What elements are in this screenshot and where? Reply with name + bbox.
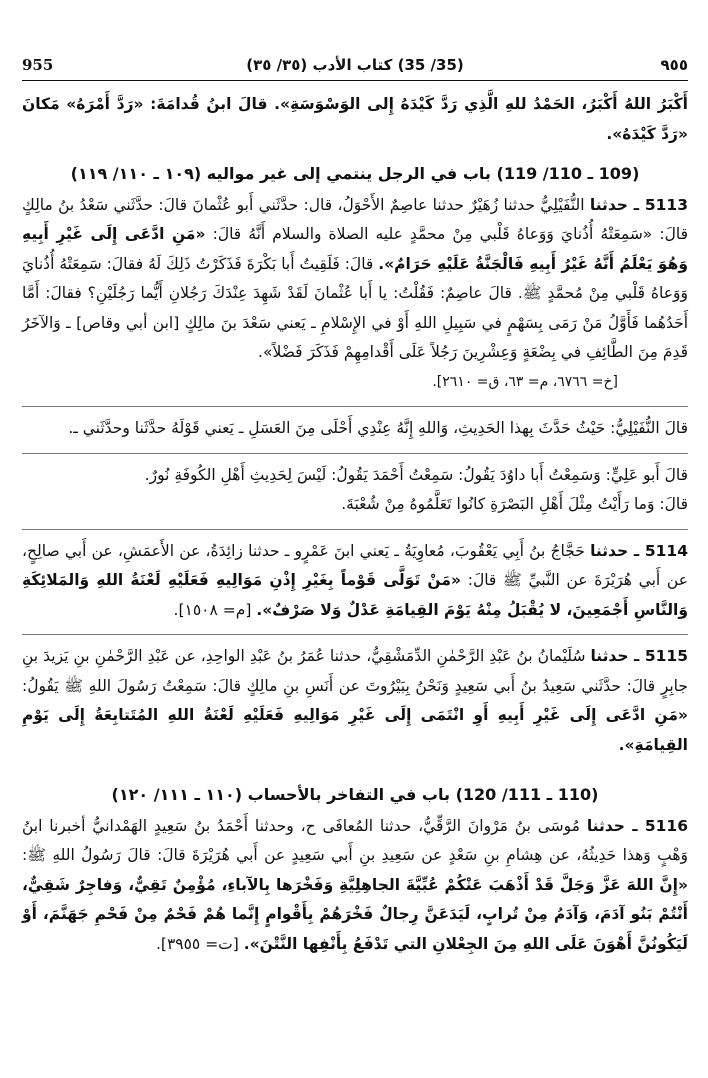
divider xyxy=(22,453,688,454)
hadith-number-lead: 5114 ـ حدثنا xyxy=(590,541,688,560)
isnad-text: النُّفَيْلِيُّ حدثنا زُهَيْرٌ حدثنا عاصِمٌ الأَحْوَلُ، قال: حدَّثَني أَبو عُثْمانَ قالَ: حدَّثَني سَعْدُ بنُ مالِكٍ قالَ: «سَمِعَتْهُ أُذُنايَ وَوَعاهُ قَلْبي مِنْ محمَّدٍ عليه الصلاة والسلام أَنَّهُ قالَ: xyxy=(22,195,688,243)
hadith-reference: [م= ١٥٠٨]. xyxy=(173,600,252,619)
hadith-5113 xyxy=(22,191,688,368)
note-nufayli: قالَ النُّفَيْلِيُّ: حَيْثُ حَدَّثَ بِهذا الحَدِيثِ، وَاللهِ إِنَّهُ عِنْدِي أَحْلَى مِنَ العَسَلِ ـ يَعني قَوْلَهُ حدَّثَنا وحدَّثَني ـ. xyxy=(68,419,688,437)
divider xyxy=(22,529,688,530)
isnad-text: سُلَيْمانُ بنُ عَبْدِ الرَّحْمٰنِ الدِّمَشْقِيُّ، حدثنا عُمَرُ بنُ عَبْدِ الواحِدِ، عن عَبْدِ الرَّحْمٰنِ بنِ يَزيدَ بنِ جابِرٍ قالَ: حدَّثَني سَعِيدُ بنُ أَبي سَعِيدٍ وَنَحْنُ بِبَيْرُوتَ عن أَنَسِ بنِ مالِكٍ قالَ: سَمِعْتُ رَسُولَ اللهِ ﷺ يَقُولُ: xyxy=(22,647,688,695)
hadith-number-lead: 5116 ـ حدثنا xyxy=(586,816,688,835)
hadith-matn: «مَنِ ادَّعَى إِلَى غَيْرِ أَبِيهِ وَهُوَ يَعْلَمُ أَنَّهُ غَيْرُ أَبِيهِ فَالْجَنَّةُ عَلَيْهِ حَرَامٌ». xyxy=(22,225,688,273)
divider xyxy=(22,634,688,635)
hadith-number-lead: 5113 ـ حدثنا xyxy=(589,195,688,214)
note-basra: قالَ: وَما رَأَيْتُ مِثْلَ أَهْلِ البَصْرَةِ كانُوا تَعَلَّمُوهُ مِنْ شُعْبَةَ. xyxy=(341,495,688,513)
note-abu-ali: قالَ أَبو عَلِيٍّ: وَسَمِعْتُ أَبا داوُدَ يَقُولُ: سَمِعْتُ أَحْمَدَ يَقُولُ: لَيْسَ لِحَدِيثِ أَهْلِ الكُوفَةِ نُورٌ. xyxy=(144,465,688,484)
page-number-arabic: ٩٥٥ xyxy=(660,56,688,74)
chapter-heading-2: (110 ـ 111/ 120) باب في التفاخر بالأحساب (١١٠ ـ ١١١/ ١٢٠) xyxy=(111,785,599,804)
hadith-number-lead: 5115 ـ حدثنا xyxy=(590,647,688,665)
hadith-5114 xyxy=(22,537,688,626)
hadith-5115 xyxy=(22,642,688,760)
hadith-reference: [ت= ٣٩٥٥]. xyxy=(155,934,239,953)
intro-paragraph: أَكْبَرُ اللهُ أَكْبَرُ، الحَمْدُ للهِ الَّذِي رَدَّ كَيْدَهُ إِلى الوَسْوَسَةِ». قالَ ابنُ قُدامَةَ: «رَدَّ أَمْرَهُ» مَكانَ «رَدَّ كَيْدَهُ». xyxy=(22,95,688,143)
isnad-text: حَجَّاجُ بنُ أَبِي يَعْقُوبَ، مُعاوِيَةُ ـ يَعني ابنَ عَمْرٍو ـ حدثنا زائِدَةُ، عن الأَعمَشِ، عن أَبي صالِحٍ، عن أَبي هُرَيْرَةَ عن النَّبيِّ ﷺ قالَ: xyxy=(22,541,688,589)
page-header xyxy=(22,52,688,81)
divider xyxy=(22,406,688,407)
running-title: (35/ 35) كتاب الأدب (٣٥/ ٣٥) xyxy=(246,56,464,74)
page-body xyxy=(22,90,688,959)
document-page xyxy=(22,0,688,1078)
hadith-matn: «مَنْ تَوَلَّى قَوْماً بِغَيْرِ إِذْنِ مَوَالِيهِ فَعَلَيْهِ لَعْنَةُ اللهِ وَالمَلائِكَةِ وَالنَّاسِ أَجْمَعِينَ، لا يُقْبَلُ مِنْهُ يَوْمَ القِيامَةِ عَدْلٌ وَلا صَرْفٌ». xyxy=(22,571,688,619)
isnad-text: مُوسَى بنُ مَرْوانَ الرَّقِّيُّ، حدثنا المُعافَى ح، وحدثنا أَحْمَدُ بنُ سَعِيدٍ الهَمْدانيُّ أخبرنا ابنُ وَهْبٍ وَهذا حَدِيثُهُ، عن هِشامِ بنِ سَعْدٍ عن سَعِيدِ بنِ أَبي سَعِيدٍ عن أَبي هُرَيْرَةَ قالَ: قالَ رَسُولُ اللهِ ﷺ: xyxy=(22,816,688,864)
page-number-latin: 955 xyxy=(22,56,54,74)
hadith-reference: [خ= ٦٧٦٦، م= ٦٣، ق= ٢٦١٠]. xyxy=(432,373,618,390)
hadith-continuation: قالَ: فَلَقِيتُ أَبا بَكْرَةَ فَذَكَرْتُ ذَلِكَ لَهُ فقالَ: سَمِعَتْهُ أُذُنايَ وَوَعاهُ قَلْبي مِنْ مُحمَّدٍ ﷺ. قالَ عاصِمٌ: فَقُلْتُ: يا أَبا عُثْمانَ لَقَدْ شَهِدَ عِنْدَكَ رَجُلانِ أَيُّما رَجُلَيْنِ؟ فقالَ: أَمَّا أَحَدُهُما فَأَوَّلُ مَنْ رَمَى بِسَهْمٍ في سَبِيلِ اللهِ أَوْ في الإِسْلامِ ـ يَعني سَعْدَ بنَ مالِكٍ [ابن أبي وقاص] ـ وَالآخَرُ قَدِمَ مِنَ الطَّائِفِ في بِضْعَةٍ وَعِشْرِينَ رَجُلاً عَلَى أَقْدامِهِمْ فَذَكَرَ فَضْلاً». xyxy=(22,254,688,361)
hadith-matn: «مَنِ ادَّعَى إِلَى غَيْرِ أَبِيهِ أَوِ انْتَمَى إِلَى غَيْرِ مَوَالِيهِ فَعَلَيْهِ لَعْنَةُ اللهِ المُتَتابِعَةُ إِلَى يَوْمِ القِيامَةِ». xyxy=(22,706,688,754)
hadith-matn: «إِنَّ اللهَ عَزَّ وَجَلَّ قَدْ أَذْهَبَ عَنْكُمْ عُبِّيَّةَ الجاهِلِيَّةِ وَفَخْرَها بِالآباءِ، مُؤْمِنٌ تَقِيٌّ، وَفاجِرٌ شَقِيٌّ، أَنْتُمْ بَنُو آدَمَ، وَآدَمُ مِنْ تُرابٍ، لَيَدَعَنَّ رِجالٌ فَخْرَهُمْ بِأَقْوامٍ إِنَّما هُمْ فَحْمٌ مِنْ فَحْمِ جَهَنَّمَ، أَوْ لَيَكُونُنَّ أَهْوَنَ عَلَى اللهِ مِنَ الجِعْلانِ التي تَدْفَعُ بِأَنْفِها النَّتْنَ». xyxy=(22,875,688,953)
chapter-heading-1: (109 ـ 110/ 119) باب في الرجل ينتمي إلى غير مواليه (١٠٩ ـ ١١٠/ ١١٩) xyxy=(70,164,640,183)
hadith-5116 xyxy=(22,812,688,960)
